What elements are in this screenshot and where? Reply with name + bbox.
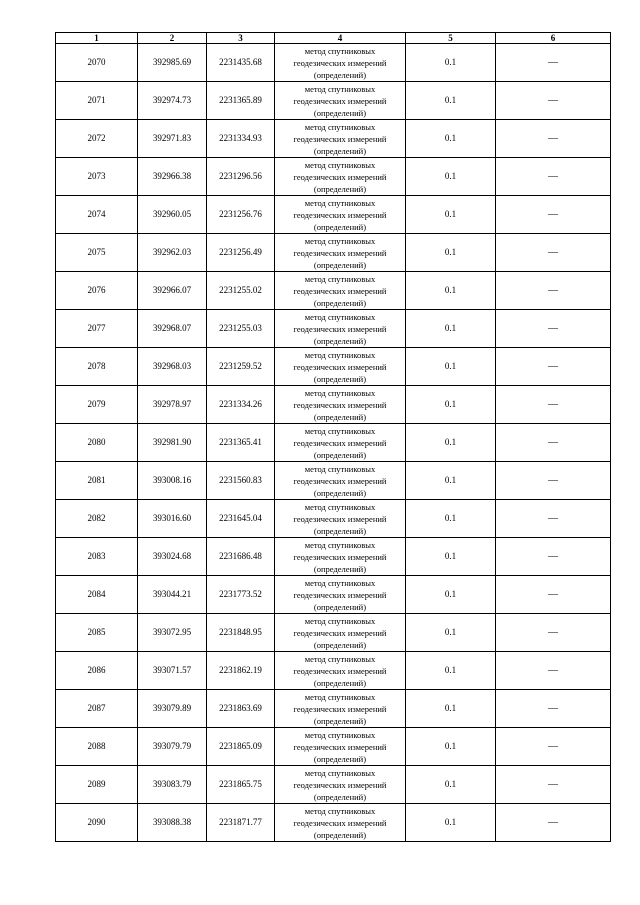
- method-line: (определений): [313, 107, 367, 118]
- table-row: [56, 500, 611, 538]
- method-line: метод спутниковых: [304, 159, 376, 170]
- method-line: (определений): [313, 145, 367, 156]
- accuracy-cell: 0.1: [406, 310, 496, 348]
- easting-cell: 2231255.03: [207, 310, 275, 348]
- note-cell: —: [496, 82, 611, 120]
- column-header-6: 6: [496, 33, 611, 44]
- table-row: [56, 310, 611, 348]
- method-line: метод спутниковых: [304, 349, 376, 360]
- method-line: метод спутниковых: [304, 311, 376, 322]
- note-cell: —: [496, 576, 611, 614]
- northing-cell: 393044.21: [138, 576, 207, 614]
- method-line: геодезических измерений: [293, 703, 387, 714]
- table-row: [56, 424, 611, 462]
- method-line: (определений): [313, 639, 367, 650]
- table-row: [56, 272, 611, 310]
- header-row: [56, 33, 611, 44]
- northing-cell: 392971.83: [138, 120, 207, 158]
- accuracy-cell: 0.1: [406, 44, 496, 82]
- method-line: (определений): [313, 829, 367, 840]
- method-line: (определений): [313, 373, 367, 384]
- northing-cell: 392974.73: [138, 82, 207, 120]
- accuracy-cell: 0.1: [406, 538, 496, 576]
- northing-cell: 392968.03: [138, 348, 207, 386]
- accuracy-cell: 0.1: [406, 500, 496, 538]
- method-line: геодезических измерений: [293, 95, 387, 106]
- note-cell: —: [496, 804, 611, 842]
- method-line: метод спутниковых: [304, 577, 376, 588]
- accuracy-cell: 0.1: [406, 424, 496, 462]
- table-row: [56, 82, 611, 120]
- easting-cell: 2231435.68: [207, 44, 275, 82]
- accuracy-cell: 0.1: [406, 690, 496, 728]
- table-row: [56, 652, 611, 690]
- point-number-cell: 2078: [56, 348, 138, 386]
- table-row: [56, 614, 611, 652]
- method-cell: [275, 120, 406, 158]
- method-line: (определений): [313, 601, 367, 612]
- point-number-cell: 2088: [56, 728, 138, 766]
- method-line: геодезических измерений: [293, 133, 387, 144]
- method-cell: [275, 766, 406, 804]
- method-line: геодезических измерений: [293, 437, 387, 448]
- table-body: [56, 44, 611, 842]
- column-header-1: 1: [56, 33, 138, 44]
- easting-cell: 2231863.69: [207, 690, 275, 728]
- point-number-cell: 2084: [56, 576, 138, 614]
- northing-cell: 393072.95: [138, 614, 207, 652]
- point-number-cell: 2083: [56, 538, 138, 576]
- accuracy-cell: 0.1: [406, 652, 496, 690]
- point-number-cell: 2089: [56, 766, 138, 804]
- point-number-cell: 2081: [56, 462, 138, 500]
- easting-cell: 2231560.83: [207, 462, 275, 500]
- column-header-4: 4: [275, 33, 406, 44]
- point-number-cell: 2077: [56, 310, 138, 348]
- method-line: метод спутниковых: [304, 387, 376, 398]
- point-number-cell: 2079: [56, 386, 138, 424]
- method-line: геодезических измерений: [293, 285, 387, 296]
- note-cell: —: [496, 158, 611, 196]
- method-line: метод спутниковых: [304, 83, 376, 94]
- point-number-cell: 2086: [56, 652, 138, 690]
- method-line: геодезических измерений: [293, 627, 387, 638]
- northing-cell: 392981.90: [138, 424, 207, 462]
- accuracy-cell: 0.1: [406, 120, 496, 158]
- method-line: (определений): [313, 69, 367, 80]
- method-line: метод спутниковых: [304, 463, 376, 474]
- note-cell: —: [496, 120, 611, 158]
- easting-cell: 2231862.19: [207, 652, 275, 690]
- table-row: [56, 462, 611, 500]
- easting-cell: 2231773.52: [207, 576, 275, 614]
- table-row: [56, 728, 611, 766]
- accuracy-cell: 0.1: [406, 462, 496, 500]
- method-line: геодезических измерений: [293, 323, 387, 334]
- method-line: (определений): [313, 183, 367, 194]
- method-cell: [275, 652, 406, 690]
- northing-cell: 392966.07: [138, 272, 207, 310]
- method-cell: [275, 462, 406, 500]
- accuracy-cell: 0.1: [406, 728, 496, 766]
- method-line: геодезических измерений: [293, 513, 387, 524]
- method-line: (определений): [313, 449, 367, 460]
- column-header-2: 2: [138, 33, 207, 44]
- easting-cell: 2231334.93: [207, 120, 275, 158]
- method-cell: [275, 386, 406, 424]
- method-line: геодезических измерений: [293, 665, 387, 676]
- point-number-cell: 2070: [56, 44, 138, 82]
- note-cell: —: [496, 196, 611, 234]
- method-line: (определений): [313, 487, 367, 498]
- method-line: геодезических измерений: [293, 57, 387, 68]
- point-number-cell: 2090: [56, 804, 138, 842]
- note-cell: —: [496, 690, 611, 728]
- method-line: (определений): [313, 791, 367, 802]
- method-line: метод спутниковых: [304, 805, 376, 816]
- method-line: метод спутниковых: [304, 767, 376, 778]
- northing-cell: 393079.89: [138, 690, 207, 728]
- table-row: [56, 44, 611, 82]
- note-cell: —: [496, 386, 611, 424]
- note-cell: —: [496, 348, 611, 386]
- method-line: (определений): [313, 411, 367, 422]
- method-line: метод спутниковых: [304, 501, 376, 512]
- accuracy-cell: 0.1: [406, 804, 496, 842]
- method-line: метод спутниковых: [304, 653, 376, 664]
- method-line: метод спутниковых: [304, 691, 376, 702]
- easting-cell: 2231256.49: [207, 234, 275, 272]
- easting-cell: 2231865.75: [207, 766, 275, 804]
- method-line: геодезических измерений: [293, 551, 387, 562]
- northing-cell: 392968.07: [138, 310, 207, 348]
- northing-cell: 393079.79: [138, 728, 207, 766]
- easting-cell: 2231334.26: [207, 386, 275, 424]
- table-row: [56, 576, 611, 614]
- method-line: (определений): [313, 677, 367, 688]
- method-cell: [275, 538, 406, 576]
- table-row: [56, 158, 611, 196]
- method-line: (определений): [313, 221, 367, 232]
- method-line: геодезических измерений: [293, 247, 387, 258]
- method-cell: [275, 310, 406, 348]
- easting-cell: 2231296.56: [207, 158, 275, 196]
- method-cell: [275, 158, 406, 196]
- note-cell: —: [496, 652, 611, 690]
- method-line: геодезических измерений: [293, 399, 387, 410]
- northing-cell: 392966.38: [138, 158, 207, 196]
- method-line: геодезических измерений: [293, 589, 387, 600]
- accuracy-cell: 0.1: [406, 348, 496, 386]
- method-cell: [275, 196, 406, 234]
- accuracy-cell: 0.1: [406, 272, 496, 310]
- table-row: [56, 804, 611, 842]
- table-row: [56, 196, 611, 234]
- easting-cell: 2231365.89: [207, 82, 275, 120]
- method-line: (определений): [313, 753, 367, 764]
- method-line: (определений): [313, 297, 367, 308]
- method-cell: [275, 690, 406, 728]
- northing-cell: 392978.97: [138, 386, 207, 424]
- easting-cell: 2231871.77: [207, 804, 275, 842]
- northing-cell: 392962.03: [138, 234, 207, 272]
- note-cell: —: [496, 538, 611, 576]
- point-number-cell: 2072: [56, 120, 138, 158]
- method-line: метод спутниковых: [304, 539, 376, 550]
- method-line: метод спутниковых: [304, 235, 376, 246]
- accuracy-cell: 0.1: [406, 234, 496, 272]
- easting-cell: 2231645.04: [207, 500, 275, 538]
- method-cell: [275, 424, 406, 462]
- easting-cell: 2231365.41: [207, 424, 275, 462]
- northing-cell: 393088.38: [138, 804, 207, 842]
- method-cell: [275, 44, 406, 82]
- method-line: (определений): [313, 335, 367, 346]
- method-line: метод спутниковых: [304, 615, 376, 626]
- accuracy-cell: 0.1: [406, 196, 496, 234]
- method-cell: [275, 614, 406, 652]
- method-line: геодезических измерений: [293, 171, 387, 182]
- method-line: геодезических измерений: [293, 779, 387, 790]
- accuracy-cell: 0.1: [406, 386, 496, 424]
- method-cell: [275, 272, 406, 310]
- point-number-cell: 2073: [56, 158, 138, 196]
- northing-cell: 393071.57: [138, 652, 207, 690]
- easting-cell: 2231686.48: [207, 538, 275, 576]
- column-header-5: 5: [406, 33, 496, 44]
- method-cell: [275, 728, 406, 766]
- note-cell: —: [496, 44, 611, 82]
- accuracy-cell: 0.1: [406, 158, 496, 196]
- point-number-cell: 2082: [56, 500, 138, 538]
- note-cell: —: [496, 462, 611, 500]
- method-line: геодезических измерений: [293, 361, 387, 372]
- table-row: [56, 234, 611, 272]
- method-line: геодезических измерений: [293, 817, 387, 828]
- column-header-3: 3: [207, 33, 275, 44]
- table-row: [56, 766, 611, 804]
- easting-cell: 2231865.09: [207, 728, 275, 766]
- note-cell: —: [496, 500, 611, 538]
- method-line: метод спутниковых: [304, 45, 376, 56]
- northing-cell: 392985.69: [138, 44, 207, 82]
- method-cell: [275, 500, 406, 538]
- method-cell: [275, 82, 406, 120]
- table-row: [56, 120, 611, 158]
- method-cell: [275, 348, 406, 386]
- northing-cell: 393008.16: [138, 462, 207, 500]
- accuracy-cell: 0.1: [406, 614, 496, 652]
- method-cell: [275, 804, 406, 842]
- accuracy-cell: 0.1: [406, 766, 496, 804]
- northing-cell: 393024.68: [138, 538, 207, 576]
- coordinates-table: [55, 32, 611, 842]
- point-number-cell: 2076: [56, 272, 138, 310]
- note-cell: —: [496, 766, 611, 804]
- method-line: метод спутниковых: [304, 425, 376, 436]
- method-line: (определений): [313, 259, 367, 270]
- method-line: метод спутниковых: [304, 121, 376, 132]
- method-line: геодезических измерений: [293, 741, 387, 752]
- method-line: метод спутниковых: [304, 273, 376, 284]
- table-row: [56, 348, 611, 386]
- northing-cell: 393016.60: [138, 500, 207, 538]
- note-cell: —: [496, 272, 611, 310]
- easting-cell: 2231256.76: [207, 196, 275, 234]
- table-row: [56, 690, 611, 728]
- method-line: (определений): [313, 563, 367, 574]
- method-line: (определений): [313, 715, 367, 726]
- method-line: геодезических измерений: [293, 475, 387, 486]
- point-number-cell: 2071: [56, 82, 138, 120]
- note-cell: —: [496, 424, 611, 462]
- method-line: (определений): [313, 525, 367, 536]
- point-number-cell: 2085: [56, 614, 138, 652]
- point-number-cell: 2074: [56, 196, 138, 234]
- point-number-cell: 2080: [56, 424, 138, 462]
- easting-cell: 2231848.95: [207, 614, 275, 652]
- easting-cell: 2231259.52: [207, 348, 275, 386]
- easting-cell: 2231255.02: [207, 272, 275, 310]
- table-row: [56, 386, 611, 424]
- method-cell: [275, 234, 406, 272]
- point-number-cell: 2087: [56, 690, 138, 728]
- note-cell: —: [496, 614, 611, 652]
- method-line: геодезических измерений: [293, 209, 387, 220]
- table-header: [56, 33, 611, 44]
- note-cell: —: [496, 728, 611, 766]
- point-number-cell: 2075: [56, 234, 138, 272]
- method-line: метод спутниковых: [304, 729, 376, 740]
- note-cell: —: [496, 234, 611, 272]
- northing-cell: 392960.05: [138, 196, 207, 234]
- table-row: [56, 538, 611, 576]
- method-line: метод спутниковых: [304, 197, 376, 208]
- accuracy-cell: 0.1: [406, 82, 496, 120]
- northing-cell: 393083.79: [138, 766, 207, 804]
- method-cell: [275, 576, 406, 614]
- accuracy-cell: 0.1: [406, 576, 496, 614]
- note-cell: —: [496, 310, 611, 348]
